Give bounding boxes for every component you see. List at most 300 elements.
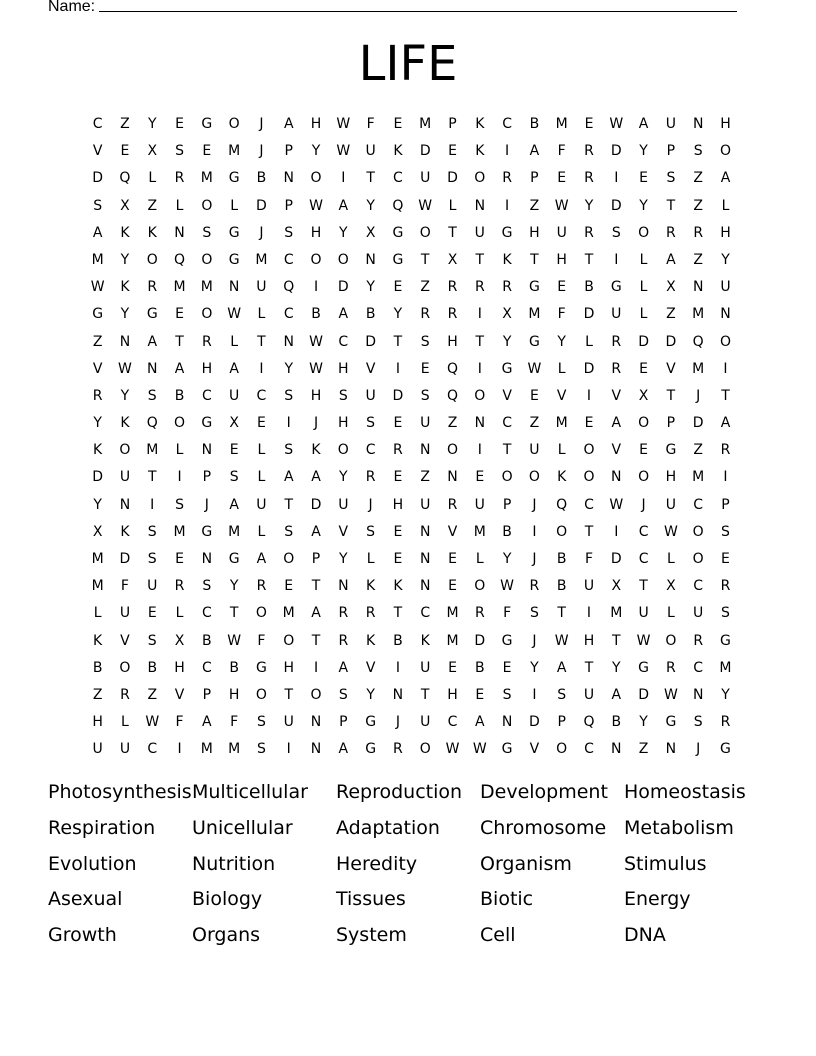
grid-letter[interactable]: W <box>500 578 515 595</box>
grid-letter[interactable]: O <box>310 170 322 187</box>
grid-letter[interactable]: O <box>283 632 295 649</box>
grid-letter[interactable]: B <box>311 306 321 323</box>
grid-letter[interactable]: N <box>419 578 431 595</box>
grid-letter[interactable]: F <box>230 714 239 731</box>
grid-letter[interactable]: H <box>392 496 404 513</box>
grid-letter[interactable]: O <box>283 551 295 567</box>
grid-letter[interactable]: Z <box>529 197 540 214</box>
grid-letter[interactable]: W <box>309 360 323 377</box>
grid-letter[interactable]: D <box>310 496 322 513</box>
grid-letter[interactable]: R <box>584 170 594 187</box>
grid-letter[interactable]: M <box>555 415 568 432</box>
grid-letter[interactable]: Y <box>502 551 512 567</box>
grid-letter[interactable]: M <box>446 632 459 649</box>
grid-letter[interactable]: B <box>147 659 158 676</box>
grid-letter[interactable]: M <box>228 143 241 160</box>
grid-letter[interactable]: Q <box>446 360 459 377</box>
grid-letter[interactable]: M <box>692 469 705 486</box>
grid-letter[interactable]: U <box>420 415 431 432</box>
grid-letter[interactable]: J <box>204 496 209 513</box>
grid-letter[interactable]: K <box>366 632 376 649</box>
grid-letter[interactable]: A <box>311 469 321 486</box>
grid-letter[interactable]: X <box>365 224 376 241</box>
grid-letter[interactable]: F <box>120 578 129 595</box>
grid-letter[interactable]: S <box>93 197 103 214</box>
grid-letter[interactable]: S <box>175 143 184 160</box>
grid-letter[interactable]: C <box>693 659 704 676</box>
grid-letter[interactable]: X <box>666 279 676 296</box>
grid-letter[interactable]: R <box>529 578 540 595</box>
grid-letter[interactable]: B <box>529 116 540 132</box>
grid-letter[interactable]: U <box>420 714 431 731</box>
grid-letter[interactable]: O <box>255 605 267 622</box>
grid-letter[interactable]: P <box>284 143 293 160</box>
grid-letter[interactable]: I <box>614 170 619 187</box>
grid-letter[interactable]: N <box>720 306 731 323</box>
grid-letter[interactable]: H <box>174 659 185 676</box>
grid-letter[interactable]: Y <box>120 387 130 404</box>
grid-letter[interactable]: I <box>313 279 319 296</box>
grid-letter[interactable]: N <box>283 333 294 350</box>
grid-letter[interactable]: T <box>475 251 485 268</box>
grid-letter[interactable]: I <box>177 741 182 758</box>
grid-letter[interactable]: T <box>666 387 676 404</box>
grid-letter[interactable]: O <box>474 387 486 404</box>
grid-letter[interactable]: R <box>447 306 458 323</box>
grid-letter[interactable]: T <box>257 333 266 350</box>
grid-letter[interactable]: W <box>227 306 242 323</box>
grid-letter[interactable]: O <box>419 224 431 241</box>
grid-letter[interactable]: T <box>311 578 321 595</box>
grid-letter[interactable]: M <box>719 659 732 676</box>
grid-letter[interactable]: S <box>366 523 376 540</box>
grid-letter[interactable]: U <box>529 442 540 459</box>
grid-letter[interactable]: E <box>175 116 184 132</box>
grid-letter[interactable]: I <box>586 387 592 404</box>
grid-letter[interactable]: W <box>527 360 542 377</box>
grid-letter[interactable]: R <box>611 333 622 350</box>
grid-letter[interactable]: N <box>338 578 349 595</box>
grid-letter[interactable]: B <box>611 714 622 731</box>
grid-letter[interactable]: P <box>202 469 212 486</box>
grid-letter[interactable]: E <box>475 469 485 486</box>
grid-letter[interactable]: N <box>447 469 458 486</box>
grid-letter[interactable]: Y <box>366 197 375 214</box>
grid-letter[interactable]: W <box>418 197 433 214</box>
grid-letter[interactable]: P <box>502 496 512 513</box>
grid-letter[interactable]: C <box>338 333 349 350</box>
grid-letter[interactable]: M <box>282 605 295 622</box>
grid-letter[interactable]: Z <box>693 251 703 268</box>
grid-letter[interactable]: S <box>147 387 157 404</box>
grid-letter[interactable]: D <box>692 415 704 432</box>
grid-letter[interactable]: O <box>310 686 322 703</box>
grid-letter[interactable]: C <box>283 306 294 323</box>
grid-letter[interactable]: H <box>201 360 213 377</box>
grid-letter[interactable]: K <box>393 143 403 160</box>
grid-letter[interactable]: B <box>475 659 485 676</box>
grid-letter[interactable]: O <box>692 551 704 567</box>
grid-letter[interactable]: R <box>201 333 212 350</box>
grid-letter[interactable]: S <box>256 741 266 758</box>
grid-letter[interactable]: K <box>120 279 130 296</box>
grid-letter[interactable]: G <box>228 551 240 567</box>
grid-letter[interactable]: T <box>393 605 403 622</box>
grid-letter[interactable]: D <box>256 197 267 214</box>
grid-letter[interactable]: G <box>638 659 650 676</box>
grid-letter[interactable]: L <box>230 197 239 214</box>
grid-letter[interactable]: E <box>393 415 403 432</box>
grid-letter[interactable]: G <box>392 224 404 241</box>
grid-letter[interactable]: G <box>501 360 513 377</box>
grid-letter[interactable]: U <box>583 686 595 703</box>
grid-letter[interactable]: O <box>692 523 704 540</box>
grid-letter[interactable]: C <box>201 605 212 622</box>
grid-letter[interactable]: K <box>120 224 130 241</box>
grid-letter[interactable]: I <box>505 197 510 214</box>
grid-letter[interactable]: M <box>200 170 213 187</box>
grid-letter[interactable]: A <box>529 143 540 160</box>
grid-letter[interactable]: B <box>556 578 567 595</box>
grid-letter[interactable]: L <box>475 551 484 567</box>
grid-letter[interactable]: O <box>638 415 650 432</box>
grid-letter[interactable]: Y <box>721 251 730 268</box>
grid-letter[interactable]: T <box>284 686 293 703</box>
grid-letter[interactable]: Y <box>639 197 648 214</box>
grid-letter[interactable]: L <box>175 197 184 214</box>
grid-letter[interactable]: O <box>638 469 650 486</box>
grid-letter[interactable]: H <box>310 116 322 132</box>
grid-letter[interactable]: H <box>338 360 349 377</box>
grid-letter[interactable]: R <box>584 224 594 241</box>
grid-letter[interactable]: K <box>420 632 430 649</box>
grid-letter[interactable]: T <box>584 251 594 268</box>
grid-letter[interactable]: H <box>720 224 731 241</box>
grid-letter[interactable]: H <box>529 224 540 241</box>
grid-letter[interactable]: Z <box>420 279 430 296</box>
grid-letter[interactable]: L <box>175 442 184 459</box>
grid-letter[interactable]: W <box>118 360 132 377</box>
grid-letter[interactable]: E <box>284 578 294 595</box>
grid-letter[interactable]: U <box>365 143 376 160</box>
grid-letter[interactable]: T <box>420 686 430 703</box>
grid-letter[interactable]: H <box>665 469 677 486</box>
grid-letter[interactable]: A <box>174 360 185 377</box>
grid-letter[interactable]: G <box>365 714 377 731</box>
grid-letter[interactable]: S <box>229 469 239 486</box>
grid-letter[interactable]: L <box>666 551 675 567</box>
grid-letter[interactable]: S <box>284 387 294 404</box>
grid-letter[interactable]: W <box>663 523 678 540</box>
grid-letter[interactable]: I <box>313 659 319 676</box>
grid-letter[interactable]: M <box>610 605 623 622</box>
grid-letter[interactable]: K <box>502 251 512 268</box>
grid-letter[interactable]: G <box>228 224 240 241</box>
grid-letter[interactable]: U <box>229 387 240 404</box>
grid-letter[interactable]: R <box>693 632 704 649</box>
grid-letter[interactable]: L <box>448 197 457 214</box>
grid-letter[interactable]: U <box>420 496 431 513</box>
grid-letter[interactable]: J <box>395 714 400 731</box>
grid-letter[interactable]: J <box>259 116 264 132</box>
grid-letter[interactable]: A <box>720 415 731 432</box>
grid-letter[interactable]: O <box>337 442 349 459</box>
grid-letter[interactable]: E <box>721 551 730 567</box>
grid-letter[interactable]: R <box>420 306 431 323</box>
grid-letter[interactable]: N <box>692 116 704 132</box>
grid-letter[interactable]: E <box>584 415 594 432</box>
grid-letter[interactable]: F <box>257 632 266 649</box>
grid-letter[interactable]: C <box>584 496 594 513</box>
grid-letter[interactable]: T <box>229 605 239 622</box>
grid-letter[interactable]: T <box>530 251 539 268</box>
grid-letter[interactable]: N <box>147 360 158 377</box>
grid-letter[interactable]: W <box>445 741 460 758</box>
grid-letter[interactable]: R <box>174 578 185 595</box>
grid-letter[interactable]: A <box>311 605 321 622</box>
grid-letter[interactable]: U <box>365 387 376 404</box>
grid-letter[interactable]: H <box>92 714 103 731</box>
grid-letter[interactable]: K <box>93 632 103 649</box>
grid-letter[interactable]: N <box>419 442 431 459</box>
grid-letter[interactable]: V <box>502 387 512 404</box>
grid-letter[interactable]: L <box>148 170 157 187</box>
grid-letter[interactable]: D <box>337 279 349 296</box>
grid-letter[interactable]: A <box>229 496 239 513</box>
grid-letter[interactable]: D <box>583 306 595 323</box>
grid-letter[interactable]: L <box>721 197 730 214</box>
grid-letter[interactable]: I <box>723 469 728 486</box>
grid-letter[interactable]: B <box>556 551 567 567</box>
grid-letter[interactable]: P <box>202 686 212 703</box>
grid-letter[interactable]: X <box>229 415 239 432</box>
grid-letter[interactable]: Y <box>339 224 348 241</box>
grid-letter[interactable]: S <box>502 686 512 703</box>
grid-letter[interactable]: E <box>257 415 266 432</box>
grid-letter[interactable]: W <box>554 197 569 214</box>
grid-letter[interactable]: T <box>366 170 375 187</box>
grid-letter[interactable]: N <box>310 741 322 758</box>
grid-letter[interactable]: D <box>638 686 649 703</box>
grid-letter[interactable]: V <box>365 360 376 377</box>
grid-letter[interactable]: N <box>174 224 185 241</box>
grid-letter[interactable]: T <box>420 251 430 268</box>
grid-letter[interactable]: A <box>256 551 267 567</box>
grid-letter[interactable]: Q <box>556 496 568 513</box>
grid-letter[interactable]: E <box>584 116 594 132</box>
grid-letter[interactable]: E <box>229 442 239 459</box>
grid-letter[interactable]: S <box>284 523 294 540</box>
grid-letter[interactable]: C <box>256 387 267 404</box>
grid-letter[interactable]: E <box>639 170 649 187</box>
grid-letter[interactable]: I <box>150 496 155 513</box>
grid-letter[interactable]: Q <box>146 415 158 432</box>
grid-letter[interactable]: Z <box>638 741 649 758</box>
grid-letter[interactable]: L <box>230 333 239 350</box>
grid-letter[interactable]: Y <box>339 551 348 567</box>
grid-letter[interactable]: K <box>120 523 130 540</box>
grid-letter[interactable]: S <box>557 686 567 703</box>
grid-letter[interactable]: A <box>638 116 649 132</box>
grid-letter[interactable]: F <box>503 605 512 622</box>
grid-letter[interactable]: B <box>92 659 103 676</box>
grid-letter[interactable]: G <box>146 306 158 323</box>
grid-letter[interactable]: M <box>91 551 104 567</box>
grid-letter[interactable]: Y <box>120 306 130 323</box>
grid-letter[interactable]: J <box>641 496 646 513</box>
grid-letter[interactable]: W <box>309 197 323 214</box>
grid-letter[interactable]: Y <box>147 116 157 132</box>
grid-letter[interactable]: I <box>286 741 291 758</box>
grid-letter[interactable]: S <box>284 224 294 241</box>
grid-letter[interactable]: Q <box>583 714 595 731</box>
grid-letter[interactable]: N <box>201 551 213 567</box>
grid-letter[interactable]: I <box>586 605 592 622</box>
grid-letter[interactable]: L <box>175 605 184 622</box>
grid-letter[interactable]: I <box>505 143 510 160</box>
grid-letter[interactable]: U <box>119 741 131 758</box>
grid-letter[interactable]: O <box>528 469 540 486</box>
grid-letter[interactable]: J <box>696 387 701 404</box>
grid-letter[interactable]: R <box>338 605 349 622</box>
grid-letter[interactable]: J <box>696 741 701 758</box>
grid-letter[interactable]: O <box>665 632 677 649</box>
grid-letter[interactable]: C <box>201 659 212 676</box>
grid-letter[interactable]: Z <box>120 116 130 132</box>
grid-letter[interactable]: C <box>693 496 704 513</box>
grid-letter[interactable]: X <box>120 197 130 214</box>
grid-letter[interactable]: Y <box>639 714 648 731</box>
grid-letter[interactable]: M <box>91 251 104 268</box>
grid-letter[interactable]: Y <box>721 686 730 703</box>
grid-letter[interactable]: G <box>365 741 377 758</box>
grid-letter[interactable]: R <box>474 605 485 622</box>
grid-letter[interactable]: C <box>693 578 704 595</box>
grid-letter[interactable]: F <box>557 143 566 160</box>
grid-letter[interactable]: E <box>475 686 485 703</box>
grid-letter[interactable]: O <box>583 442 595 459</box>
grid-letter[interactable]: W <box>609 496 624 513</box>
grid-letter[interactable]: L <box>557 442 566 459</box>
grid-letter[interactable]: Y <box>366 686 375 703</box>
grid-letter[interactable]: O <box>583 469 595 486</box>
grid-letter[interactable]: A <box>338 306 349 323</box>
grid-letter[interactable]: U <box>147 578 158 595</box>
grid-letter[interactable]: E <box>557 279 567 296</box>
grid-letter[interactable]: R <box>147 279 158 296</box>
grid-letter[interactable]: D <box>119 551 131 567</box>
grid-letter[interactable]: G <box>392 251 404 268</box>
grid-letter[interactable]: G <box>228 251 240 268</box>
grid-letter[interactable]: J <box>259 224 264 241</box>
grid-letter[interactable]: L <box>257 442 266 459</box>
grid-letter[interactable]: U <box>665 496 676 513</box>
grid-letter[interactable]: R <box>393 442 403 459</box>
grid-letter[interactable]: H <box>447 333 458 350</box>
grid-letter[interactable]: N <box>310 714 322 731</box>
grid-letter[interactable]: M <box>528 306 541 323</box>
grid-letter[interactable]: C <box>147 741 158 758</box>
grid-letter[interactable]: O <box>446 442 459 459</box>
grid-letter[interactable]: T <box>584 523 594 540</box>
grid-letter[interactable]: E <box>175 551 184 567</box>
grid-letter[interactable]: R <box>447 279 458 296</box>
grid-letter[interactable]: S <box>284 442 294 459</box>
grid-letter[interactable]: P <box>530 170 539 187</box>
grid-letter[interactable]: V <box>174 686 185 703</box>
grid-letter[interactable]: H <box>720 116 731 132</box>
grid-letter[interactable]: K <box>393 578 403 595</box>
grid-letter[interactable]: S <box>202 578 212 595</box>
grid-letter[interactable]: T <box>612 632 621 649</box>
grid-letter[interactable]: A <box>92 224 103 241</box>
grid-letter[interactable]: Z <box>529 415 540 432</box>
grid-letter[interactable]: T <box>175 333 184 350</box>
grid-letter[interactable]: G <box>720 632 731 649</box>
grid-letter[interactable]: W <box>90 279 105 296</box>
grid-letter[interactable]: I <box>341 170 346 187</box>
grid-letter[interactable]: U <box>611 306 622 323</box>
grid-letter[interactable]: O <box>255 686 267 703</box>
grid-letter[interactable]: G <box>501 224 513 241</box>
grid-letter[interactable]: U <box>119 605 131 622</box>
grid-letter[interactable]: W <box>609 116 624 132</box>
grid-letter[interactable]: I <box>477 306 482 323</box>
grid-letter[interactable]: E <box>393 469 403 486</box>
grid-letter[interactable]: M <box>255 251 268 268</box>
grid-letter[interactable]: U <box>665 116 676 132</box>
grid-letter[interactable]: R <box>666 659 676 676</box>
grid-letter[interactable]: Z <box>92 333 103 350</box>
grid-letter[interactable]: T <box>393 333 403 350</box>
grid-letter[interactable]: L <box>639 251 648 268</box>
grid-letter[interactable]: A <box>611 415 622 432</box>
grid-letter[interactable]: K <box>120 415 130 432</box>
grid-letter[interactable]: Y <box>93 496 102 513</box>
grid-letter[interactable]: H <box>447 686 458 703</box>
grid-letter[interactable]: P <box>284 197 293 214</box>
grid-letter[interactable]: J <box>532 632 537 649</box>
grid-letter[interactable]: I <box>395 360 400 377</box>
grid-letter[interactable]: V <box>611 442 622 459</box>
grid-letter[interactable]: S <box>147 632 157 649</box>
grid-letter[interactable]: I <box>259 360 264 377</box>
grid-letter[interactable]: R <box>174 170 185 187</box>
grid-letter[interactable]: R <box>502 170 512 187</box>
grid-letter[interactable]: A <box>283 469 294 486</box>
grid-letter[interactable]: V <box>92 143 103 160</box>
grid-letter[interactable]: E <box>393 116 403 132</box>
grid-letter[interactable]: O <box>201 251 213 268</box>
grid-letter[interactable]: T <box>147 469 157 486</box>
grid-letter[interactable]: M <box>173 279 186 296</box>
grid-letter[interactable]: T <box>639 578 648 595</box>
grid-letter[interactable]: X <box>92 523 103 540</box>
grid-letter[interactable]: O <box>146 251 158 268</box>
grid-letter[interactable]: S <box>202 224 212 241</box>
grid-letter[interactable]: B <box>174 387 185 404</box>
grid-letter[interactable]: S <box>366 415 376 432</box>
grid-letter[interactable]: I <box>177 469 182 486</box>
grid-letter[interactable]: G <box>256 659 267 676</box>
grid-letter[interactable]: V <box>92 360 103 377</box>
grid-letter[interactable]: R <box>720 442 731 459</box>
grid-letter[interactable]: R <box>256 578 267 595</box>
grid-letter[interactable]: D <box>610 551 622 567</box>
grid-letter[interactable]: F <box>557 306 566 323</box>
grid-letter[interactable]: C <box>92 116 103 132</box>
grid-letter[interactable]: B <box>256 170 267 187</box>
